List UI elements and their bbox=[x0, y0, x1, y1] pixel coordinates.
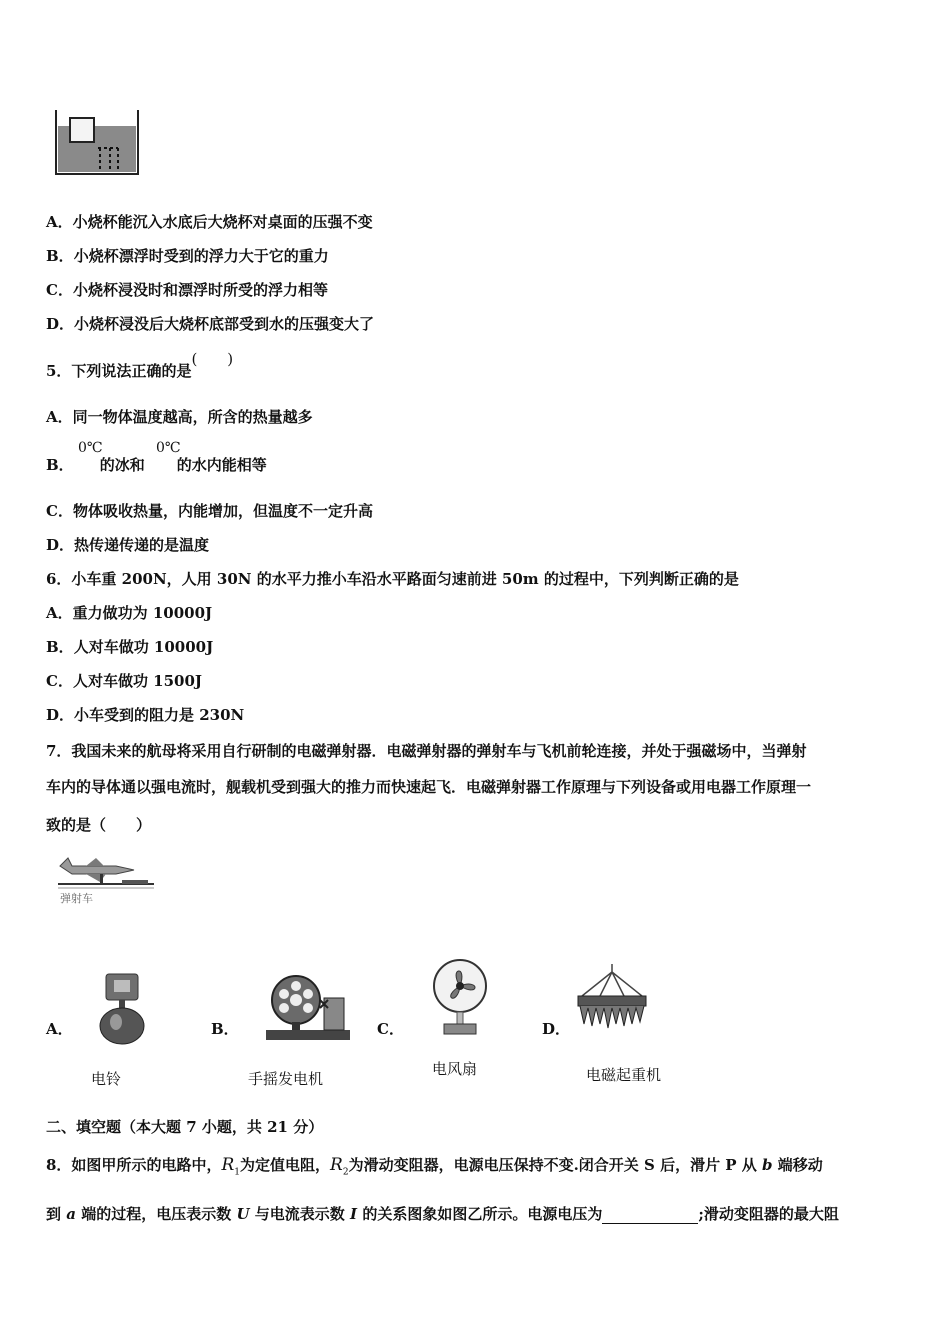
q8-line2: 到 a 端的过程，电压表示数 U 与电流表示数 I 的关系图象如图乙所示。电源电压为 ;滑动变阻器的最大阻 bbox=[46, 1205, 839, 1223]
q6-option-c: C．人对车做功 1500J bbox=[46, 672, 203, 690]
q7-stem-line1: 7．我国未来的航母将采用自行研制的电磁弹射器．电磁弹射器的弹射车与飞机前轮连接，并处于强磁场中，当弹射 bbox=[46, 742, 807, 760]
q7-option-a-caption: 电铃 bbox=[91, 1070, 122, 1088]
q6-stem: 6．小车重 200N，人用 30N 的水平力推小车沿水平路面匀速前进 50m 的过程中，下列判断正确的是 bbox=[46, 570, 739, 588]
temp-zero-1: 0℃ bbox=[78, 440, 103, 456]
q6-option-b: B．人对车做功 10000J bbox=[46, 638, 214, 656]
catapult-figure bbox=[56, 852, 156, 906]
hand-generator-icon bbox=[262, 968, 352, 1044]
q5-option-d: D．热传递传递的是温度 bbox=[46, 536, 210, 554]
electromagnetic-crane-icon bbox=[572, 962, 652, 1038]
temp-zero-2: 0℃ bbox=[156, 440, 181, 456]
q7-option-d-caption: 电磁起重机 bbox=[586, 1066, 662, 1084]
q7-option-b-caption: 手摇发电机 bbox=[248, 1070, 324, 1088]
q7-stem-line2: 车内的导体通以强电流时，舰载机受到强大的推力而快速起飞．电磁弹射器工作原理与下列设备或用电器工作原理一 bbox=[46, 778, 812, 796]
q5-option-c: C．物体吸收热量，内能增加，但温度不一定升高 bbox=[46, 502, 373, 520]
q7-option-b-label: B． bbox=[211, 1020, 239, 1038]
q4-option-b: B．小烧杯漂浮时受到的浮力大于它的重力 bbox=[46, 247, 329, 265]
q7-option-a-label: A． bbox=[46, 1020, 73, 1038]
q7-option-c-caption: 电风扇 bbox=[432, 1060, 478, 1078]
q7-option-c-label: C． bbox=[377, 1020, 404, 1038]
catapult-label: 弹射车 bbox=[60, 892, 93, 905]
q8-line1: 8．如图甲所示的电路中，$R_1$为定值电阻，$R_2$为滑动变阻器，电源电压保持不变.闭合开关 S 后，滑片 P 从 b 端移动 bbox=[46, 1155, 823, 1178]
source-voltage-blank[interactable] bbox=[602, 1209, 698, 1224]
q6-option-d: D．小车受到的阻力是 230N bbox=[46, 706, 245, 724]
q7-stem-line3: 致的是（ ） bbox=[46, 816, 152, 834]
q4-option-a: A．小烧杯能沉入水底后大烧杯对桌面的压强不变 bbox=[46, 213, 373, 231]
q5-option-a: A．同一物体温度越高，所含的热量越多 bbox=[46, 408, 313, 426]
q5-stem: 5．下列说法正确的是( ) bbox=[46, 350, 234, 380]
electric-fan-icon bbox=[428, 958, 492, 1038]
q7-option-d-label: D． bbox=[542, 1020, 571, 1038]
q4-option-c: C．小烧杯浸没时和漂浮时所受的浮力相等 bbox=[46, 281, 328, 299]
beaker-figure bbox=[52, 108, 142, 176]
r2-symbol: $R_2$ bbox=[330, 1155, 349, 1178]
electric-bell-icon bbox=[92, 970, 152, 1050]
section-2-title: 二、填空题（本大题 7 小题，共 21 分） bbox=[46, 1118, 324, 1136]
beaker-illustration bbox=[52, 108, 142, 176]
q6-option-a: A．重力做功为 10000J bbox=[46, 604, 213, 622]
q4-option-d: D．小烧杯浸没后大烧杯底部受到水的压强变大了 bbox=[46, 315, 375, 333]
q5-option-b: B． 的冰和 的水内能相等 bbox=[46, 456, 267, 474]
r1-symbol: $R_1$ bbox=[221, 1155, 240, 1178]
